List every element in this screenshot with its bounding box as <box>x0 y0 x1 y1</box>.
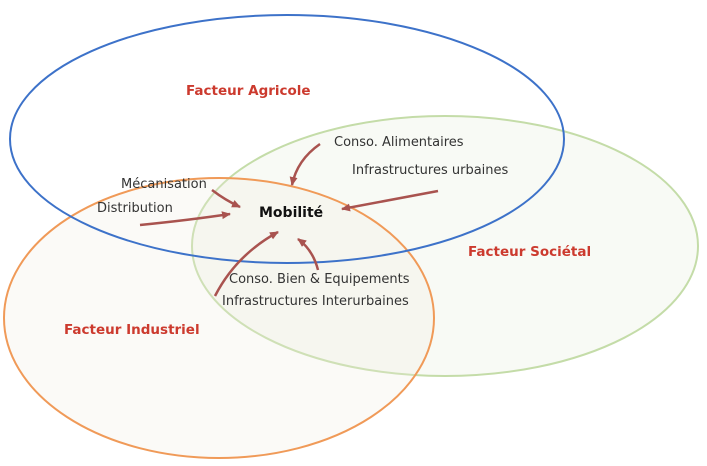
circle-facteur-industriel <box>4 178 434 458</box>
label-facteur-agricole: Facteur Agricole <box>186 83 311 99</box>
label-infrastructures-interurbaines: Infrastructures Interurbaines <box>222 294 409 309</box>
label-conso-alimentaires: Conso. Alimentaires <box>334 135 464 150</box>
label-distribution: Distribution <box>97 201 173 216</box>
label-mobilite: Mobilité <box>259 205 324 221</box>
label-mecanisation: Mécanisation <box>121 177 207 192</box>
label-facteur-societal: Facteur Sociétal <box>468 244 592 260</box>
label-infrastructures-urbaines: Infrastructures urbaines <box>352 163 509 178</box>
label-conso-bien-equipements: Conso. Bien & Equipements <box>229 272 410 287</box>
label-facteur-industriel: Facteur Industriel <box>64 322 200 338</box>
